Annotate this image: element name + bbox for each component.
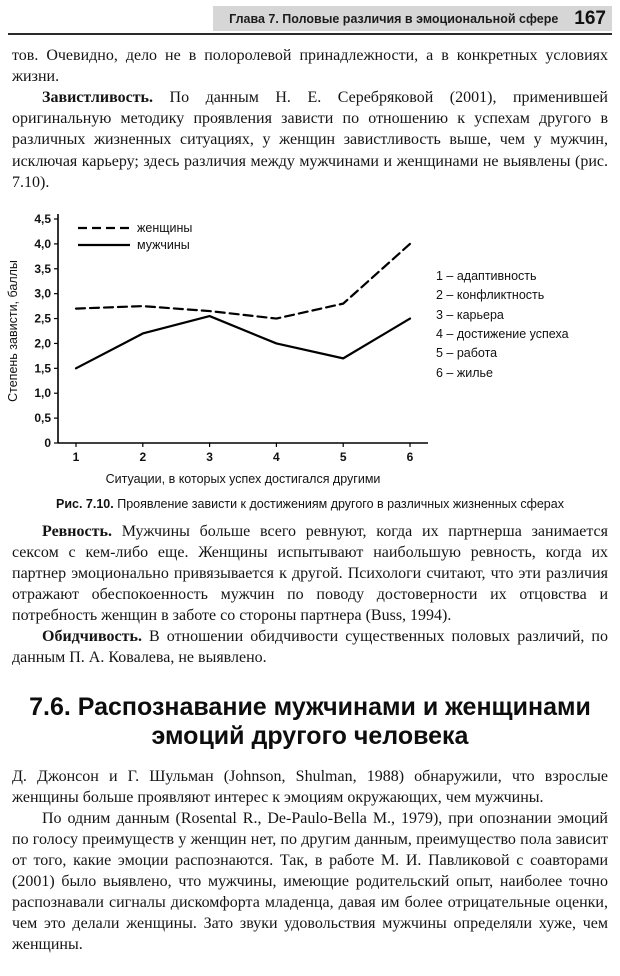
figure-caption: [14, 497, 606, 511]
section-heading: [14, 693, 606, 752]
paragraph-enviousness-lead: Завистливость.: [42, 89, 154, 107]
y-tick-label: 1,0: [34, 385, 51, 400]
paragraph-touchiness-text: В отношении обидчивости существенных половых различий, по данным П. А. Ковалева, не выявлено.: [12, 628, 608, 667]
body-text-top: [12, 45, 608, 193]
paragraph-continuation-text: тов. Очевидно, дело не в полоролевой принадлежности, а в конкретных условиях жизни.: [12, 47, 608, 86]
x-tick-label: 5: [339, 449, 347, 464]
side-legend-item: 3 – карьера: [436, 307, 504, 322]
x-tick-label: 1: [72, 449, 80, 464]
y-tick-label: 3,0: [34, 286, 51, 301]
y-tick-label: 2,0: [34, 336, 51, 351]
мужчины-series-line: [76, 316, 410, 368]
figure-caption-text: Проявление зависти к достижениям другого в различных жизненных сферах: [113, 496, 564, 511]
y-tick-label: 2,5: [34, 311, 51, 326]
side-legend-item: 6 – жилье: [436, 365, 493, 380]
paragraph-rosental-text: По одним данным (Rosental R., De-Paulo-Bella M., 1979), при опознании эмоций по голосу преимуществ у женщин нет, по другим данным, преимущество пола зависит от того, какие эмоции распознаются. Так, в работе М. И. Павликовой с соавторами (2001) было выявлено, что мужчины, имеющие родительский опыт, наиболее точно распознавали сигналы дискомфорта младенца, давая им более отрицательные оценки, чем это делали женщины. Зато звуки удовольствия мужчины определяли хуже, чем женщины.: [12, 809, 608, 954]
paragraph-johnson: [12, 766, 608, 808]
page-header: [8, 6, 612, 35]
chart-side-legend: [436, 267, 569, 383]
y-tick-label: 0,5: [34, 410, 51, 425]
paragraph-enviousness-text: По данным Н. Е. Серебряковой (2001), применившей оригинальную методику проявления зависти по отношению к успехам другого в различных жизненных ситуациях, у женщин завистливость выше, чем у мужчин, исключая карьеру; здесь различия между мужчинами и женщинами не выявлены (рис. 7.10).: [12, 89, 608, 191]
section-heading-line2: эмоций другого человека: [151, 722, 469, 751]
figure-block: [4, 205, 616, 511]
side-legend-item: 5 – работа: [436, 346, 498, 361]
мужчины-legend-label: мужчины: [137, 237, 190, 252]
paragraph-touchiness-lead: Обидчивость.: [42, 628, 142, 646]
paragraph-enviousness: [12, 87, 608, 193]
x-tick-label: 3: [206, 449, 213, 464]
paragraph-jealousy-lead: Ревность.: [42, 522, 112, 540]
body-text-middle: [12, 521, 608, 669]
женщины-series-line: [76, 244, 410, 319]
envy-line-chart: [4, 205, 434, 489]
paragraph-rosental: [12, 808, 608, 956]
section-heading-line1: 7.6. Распознавание мужчинами и женщинами: [29, 692, 591, 721]
женщины-legend-label: женщины: [137, 220, 193, 235]
paragraph-jealousy: [12, 521, 608, 627]
paragraph-continuation: [12, 45, 608, 87]
body-text-bottom: [12, 766, 608, 956]
y-tick-label: 3,5: [34, 261, 51, 276]
side-legend-item: 2 – конфликтность: [436, 288, 545, 303]
x-tick-label: 6: [406, 449, 414, 464]
y-tick-label: 0: [44, 435, 51, 450]
paragraph-johnson-text: Д. Джонсон и Г. Шульман (Johnson, Shulman, 1988) обнаружили, что взрослые женщины больше проявляют интерес к эмоциям окружающих, чем мужчины.: [12, 767, 608, 806]
y-tick-label: 1,5: [34, 361, 51, 376]
x-axis-title: Ситуации, в которых успех достигался другими: [105, 471, 381, 486]
y-tick-label: 4,0: [34, 236, 51, 251]
side-legend-item: 1 – адаптивность: [436, 268, 537, 283]
paragraph-touchiness: [12, 626, 608, 668]
page-number: 167: [574, 8, 606, 29]
y-axis-title: Степень зависти, баллы: [6, 259, 20, 402]
figure-caption-label: Рис. 7.10.: [56, 496, 114, 511]
paragraph-jealousy-text: Мужчины больше всего ревнуют, когда их партнерша занимается сексом с кем-либо еще. Женщины испытывают наибольшую ревность, когда их партнер эмоционально привязывается к другой. Психологи считают, что эти различия отражают обеспокоенность мужчин по поводу достоверности их отцовства и потребность женщин в заботе со стороны партнера (Buss, 1994).: [12, 522, 608, 625]
x-tick-label: 4: [273, 449, 280, 464]
header-band: [213, 6, 612, 31]
chapter-title: Глава 7. Половые различия в эмоциональной сфере: [229, 11, 559, 26]
side-legend-item: 4 – достижение успеха: [436, 326, 569, 341]
y-tick-label: 4,5: [34, 211, 51, 226]
x-tick-label: 2: [139, 449, 147, 464]
chart-row: [4, 205, 616, 489]
